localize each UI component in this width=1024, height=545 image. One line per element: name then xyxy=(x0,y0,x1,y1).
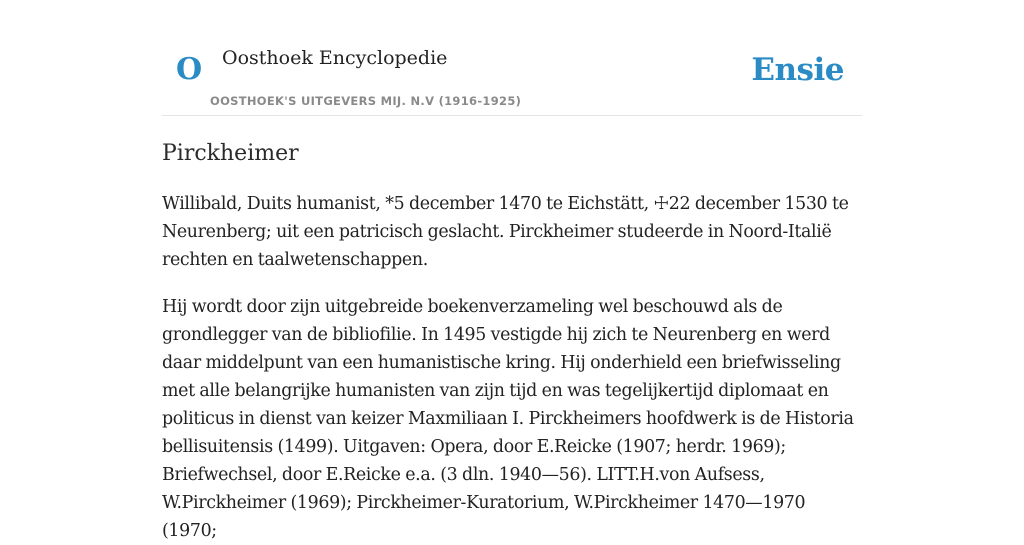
site-header xyxy=(162,0,862,116)
article-title: Pirckheimer xyxy=(162,141,299,166)
article-paragraph: Willibald, Duits humanist, *5 december 1470 te Eichstätt, ☩22 december 1530 te Neurenberg; uit een patricisch geslacht. Pirckheimer studeerde in Noord-Italië rechten en taalwetenschappen. xyxy=(162,194,849,270)
book-logo-icon[interactable]: O xyxy=(176,52,203,87)
article-paragraph: Hij wordt door zijn uitgebreide boekenverzameling wel beschouwd als de grondlegger van de bibliofilie. In 1495 vestigde hij zich te Neurenberg en werd daar middelpunt van een humanistische kring. Hij onderhield een briefwisseling met alle belangrijke humanisten van zijn tijd en was tegelijkertijd diplomaat en politicus in dienst van keizer Maxmiliaan I. Pirckheimers hoofdwerk is de Historia bellisuitensis (1499). Uitgaven: Opera, door E.Reicke (1907; herdr. 1969); Briefwechsel, door E.Reicke e.a. (3 dln. 1940—56). LITT.H.von Aufsess, W.Pirckheimer (1969); Pirckheimer-Kuratorium, W.Pirckheimer 1470—1970 (1970; xyxy=(162,297,854,541)
publisher-label: OOSTHOEK'S UITGEVERS MIJ. N.V (1916-1925) xyxy=(210,94,522,108)
book-title-link[interactable]: Oosthoek Encyclopedie xyxy=(222,47,448,69)
article xyxy=(162,134,862,545)
ensie-logo-link[interactable]: Ensie xyxy=(751,52,844,88)
